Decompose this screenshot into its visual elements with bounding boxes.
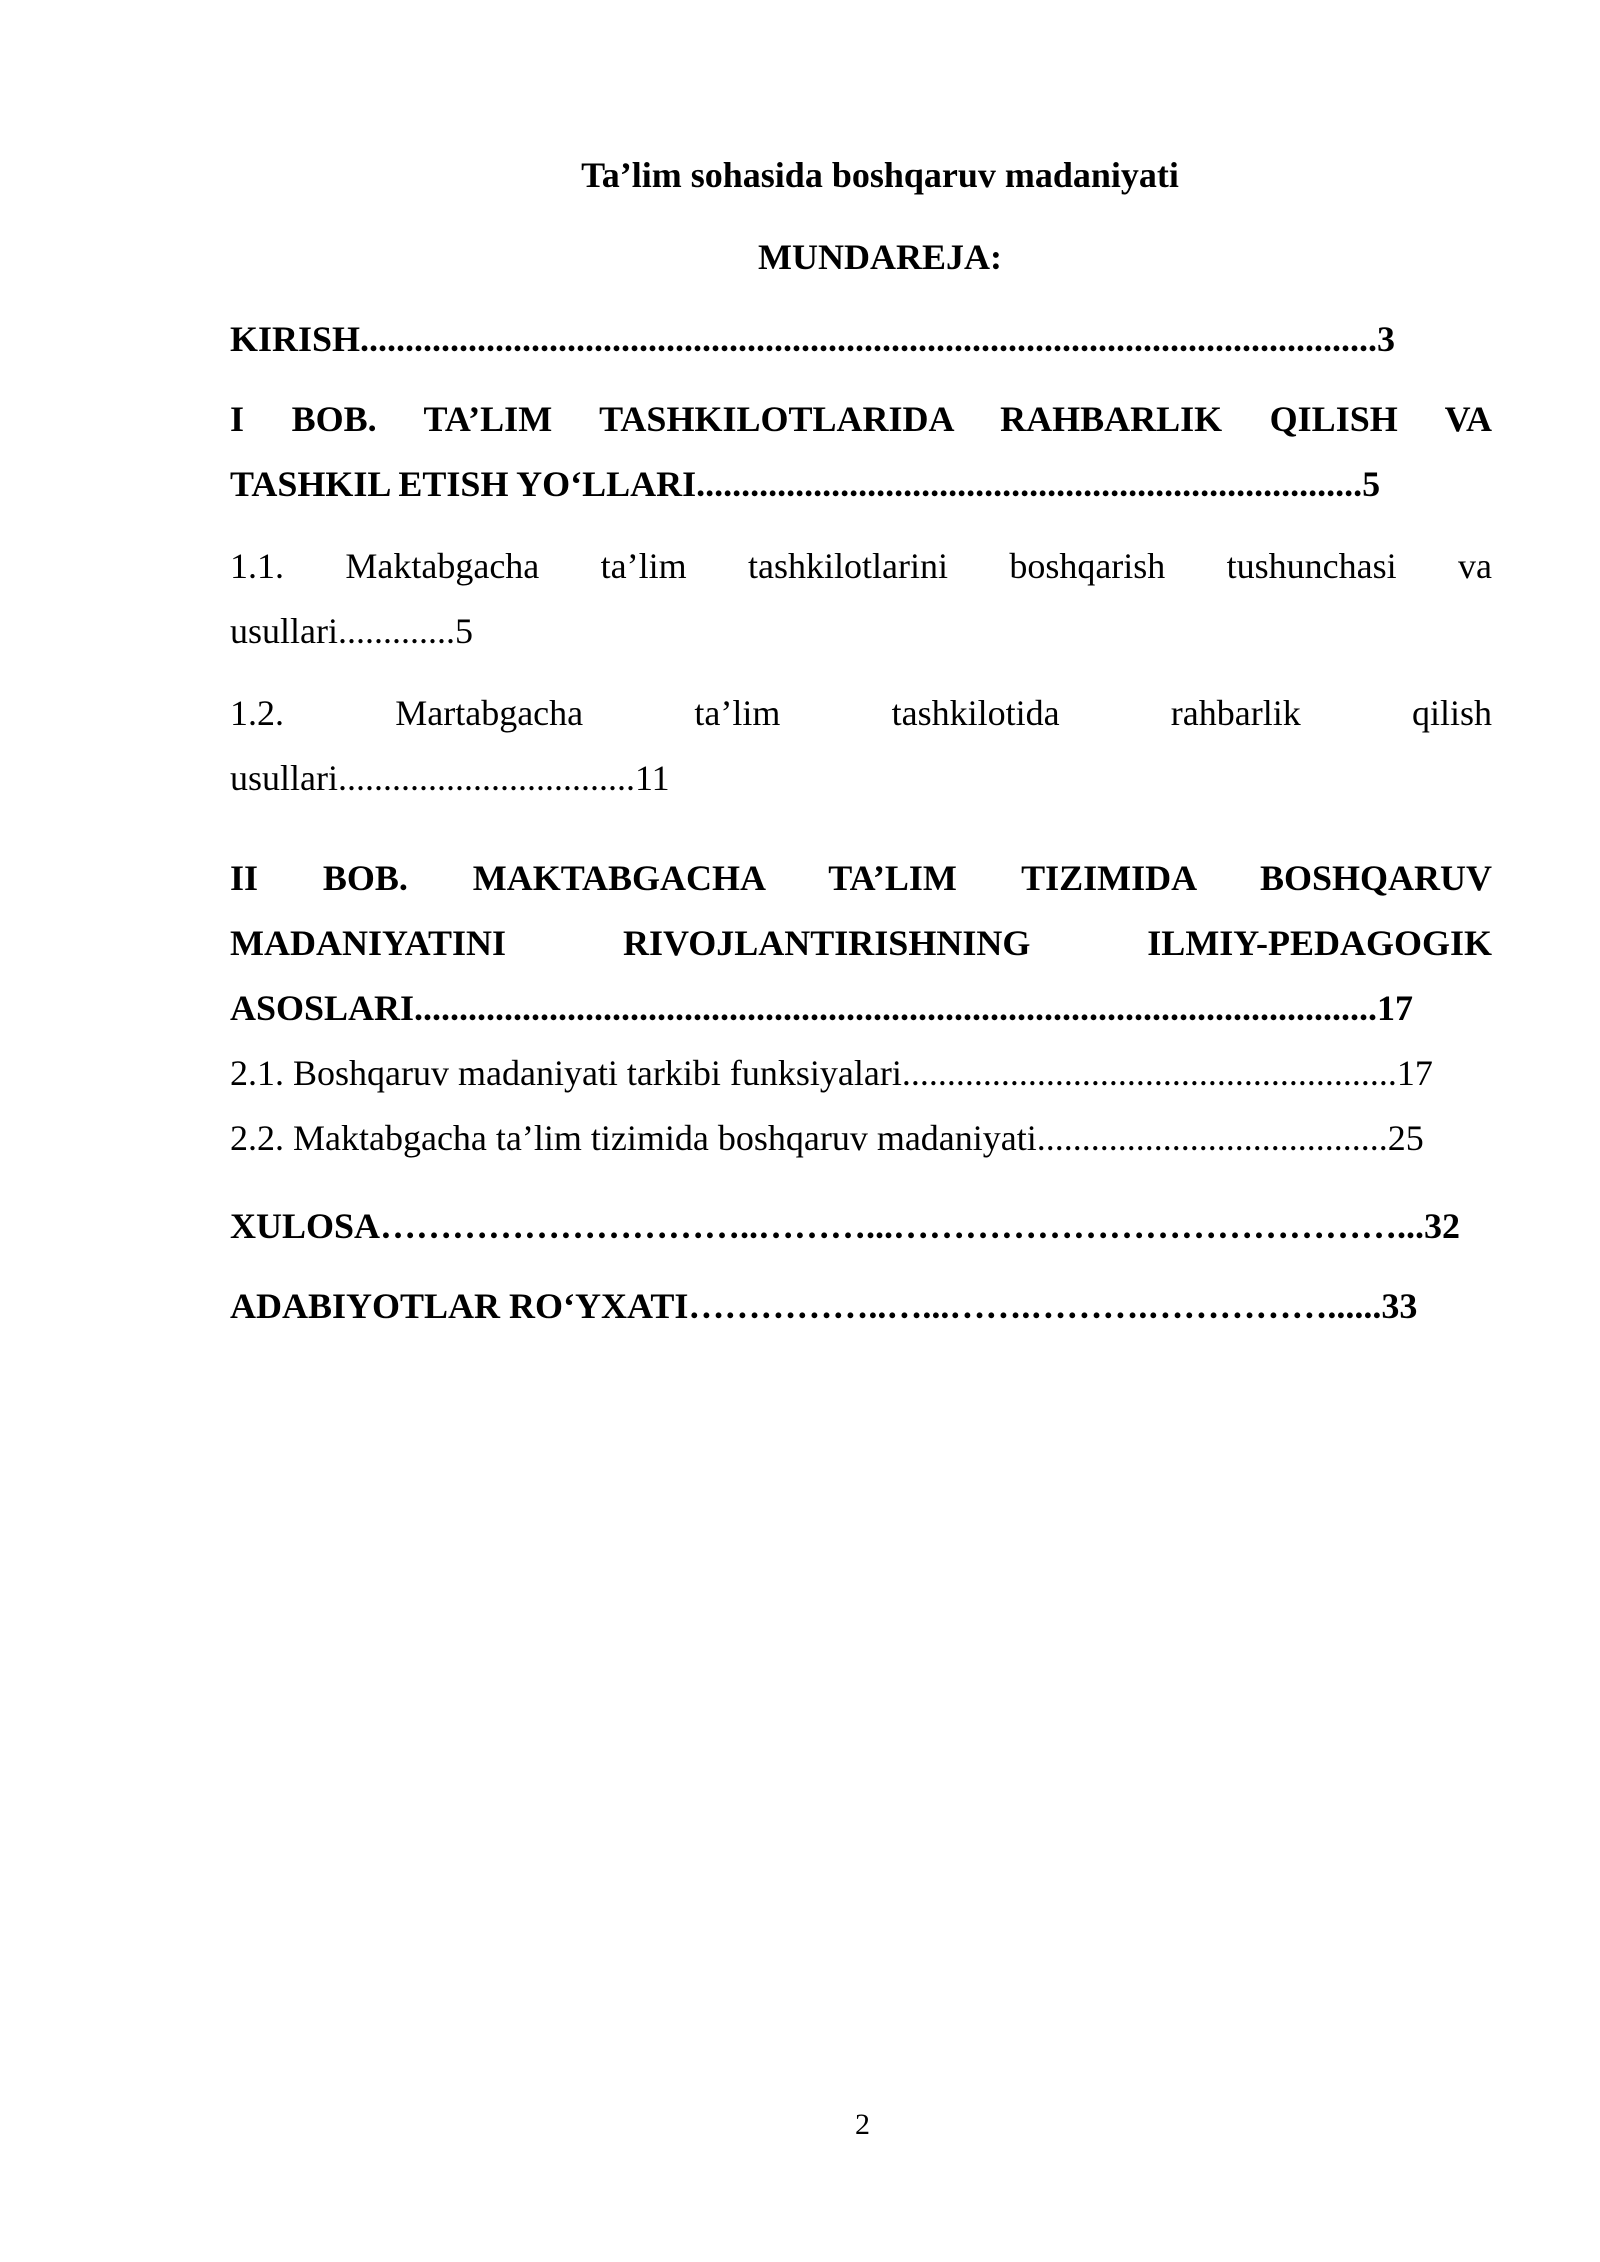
toc-entry-references: ADABIYOTLAR RO‘YXATI……………..…...…….……….……………......33: [230, 1286, 1418, 1326]
toc-entry-chapter-1-line-2: TASHKIL ETISH YO‘LLARI..........................................................................5: [230, 464, 1381, 504]
toc-entry-chapter-2-line-2: MADANIYATINI RIVOJLANTIRISHNING ILMIY-PEDAGOGIK: [230, 923, 1492, 963]
toc-entry-conclusion: XULOSA…………………………..………...……………………………………...32: [230, 1206, 1461, 1246]
contents-heading: MUNDAREJA:: [758, 237, 1002, 277]
toc-entry-section-1-2-line-1: 1.2. Martabgacha ta’lim tashkilotida rahbarlik qilish: [230, 693, 1492, 733]
document-title: Ta’lim sohasida boshqaruv madaniyati: [581, 155, 1179, 195]
page-number: 2: [855, 2108, 870, 2141]
toc-entry-chapter-1-line-1: I BOB. TA’LIM TASHKILOTLARIDA RAHBARLIK QILISH VA: [230, 399, 1492, 439]
toc-entry-chapter-2-line-1: II BOB. MAKTABGACHA TA’LIM TIZIMIDA BOSHQARUV: [230, 858, 1492, 898]
toc-entry-section-2-1: 2.1. Boshqaruv madaniyati tarkibi funksiyalari.......................................................17: [230, 1053, 1433, 1093]
toc-entry-intro: KIRISH.................................................................................................................3: [230, 319, 1396, 359]
toc-entry-section-1-1-line-1: 1.1. Maktabgacha ta’lim tashkilotlarini boshqarish tushunchasi va: [230, 546, 1492, 586]
toc-entry-section-1-2-line-2: usullari.................................11: [230, 758, 670, 798]
toc-entry-section-2-2: 2.2. Maktabgacha ta’lim tizimida boshqaruv madaniyati.......................................25: [230, 1118, 1424, 1158]
toc-entry-section-1-1-line-2: usullari.............5: [230, 611, 473, 651]
toc-entry-chapter-2-line-3: ASOSLARI...........................................................................................................17: [230, 988, 1414, 1028]
